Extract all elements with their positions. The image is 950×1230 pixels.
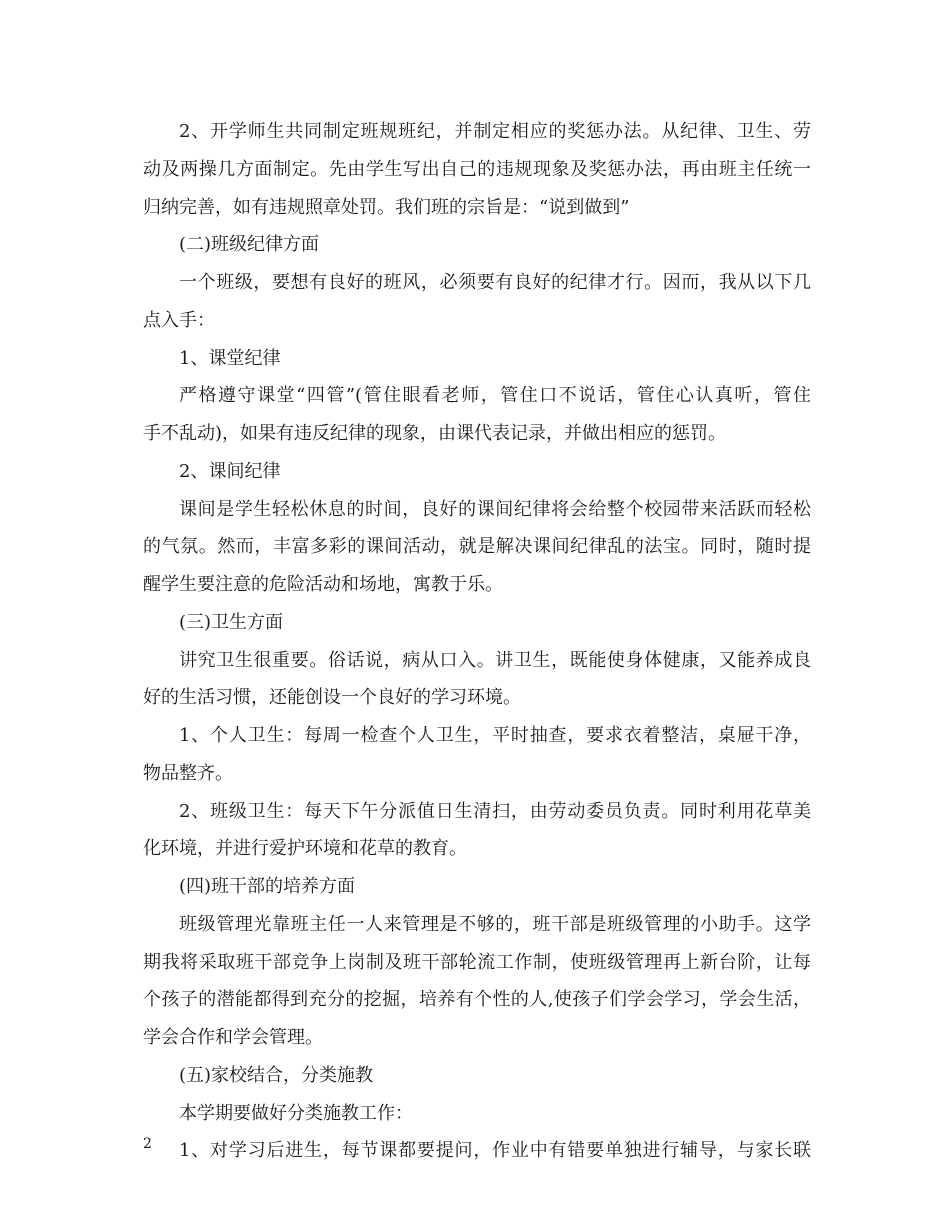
paragraph-line: 1、个人卫生：每周一检查个人卫生，平时抽查，要求衣着整洁，桌屉干净， [179,725,811,746]
paragraph-line: 点入手： [143,309,215,331]
paragraph-line: 班级管理光靠班主任一人来管理是不够的，班干部是班级管理的小助手。这学 [179,913,811,935]
paragraph-line: 1、对学习后进生，每节课都要提问，作业中有错要单独进行辅导，与家长联 [179,1140,811,1162]
paragraph-line: 个孩子的潜能都得到充分的挖掘，培养有个性的人,使孩子们学会学习，学会生活， [143,989,811,1011]
paragraph-line: 手不乱动)，如果有违反纪律的现象，由课代表记录，并做出相应的惩罚。 [143,423,727,444]
paragraph-line: 讲究卫生很重要。俗话说，病从口入。讲卫生，既能使身体健康，又能养成良 [179,649,811,671]
section-heading: (二)班级纪律方面 [179,234,320,256]
paragraph-line: 严格遵守课堂“四管”(管住眼看老师，管住口不说话，管住心认真听，管住 [179,385,811,407]
page-number: 2 [143,1136,152,1152]
section-heading: (三)卫生方面 [179,611,284,633]
section-heading: (五)家校结合，分类施教 [179,1064,374,1086]
paragraph-line: 一个班级，要想有良好的班风，必须要有良好的纪律才行。因而，我从以下几 [179,272,811,293]
paragraph-line: 物品整齐。 [143,762,233,784]
paragraph-line: 的气氛。然而，丰富多彩的课间活动，就是解决课间纪律乱的法宝。同时，随时提 [143,536,811,558]
paragraph-line: 好的生活习惯，还能创设一个良好的学习环境。 [143,687,521,709]
paragraph-line: 归纳完善，如有违规照章处罚。我们班的宗旨是：“说到做到” [143,196,630,218]
paragraph-line: 化环境，并进行爱护环境和花草的教育。 [143,838,467,860]
paragraph-line: 2、开学师生共同制定班规班纪，并制定相应的奖惩办法。从纪律、卫生、劳 [179,121,811,142]
document-body [143,113,811,1170]
subsection-heading: 1、课堂纪律 [179,347,281,369]
section-heading: (四)班干部的培养方面 [179,876,356,897]
paragraph-line: 2、班级卫生：每天下午分派值日生清扫，由劳动委员负责。同时利用花草美 [179,800,811,822]
subsection-heading: 2、课间纪律 [179,460,281,482]
paragraph-line: 醒学生要注意的危险活动和场地，寓教于乐。 [143,574,503,595]
paragraph-line: 课间是学生轻松休息的时间，良好的课间纪律将会给整个校园带来活跃而轻松 [179,498,811,520]
paragraph-line: 动及两操几方面制定。先由学生写出自己的违规现象及奖惩办法，再由班主任统一 [143,158,811,180]
paragraph-line: 学会合作和学会管理。 [143,1027,323,1048]
paragraph-line: 本学期要做好分类施教工作： [179,1102,413,1124]
paragraph-line: 期我将采取班干部竞争上岗制及班干部轮流工作制，使班级管理再上新台阶，让每 [143,951,811,973]
